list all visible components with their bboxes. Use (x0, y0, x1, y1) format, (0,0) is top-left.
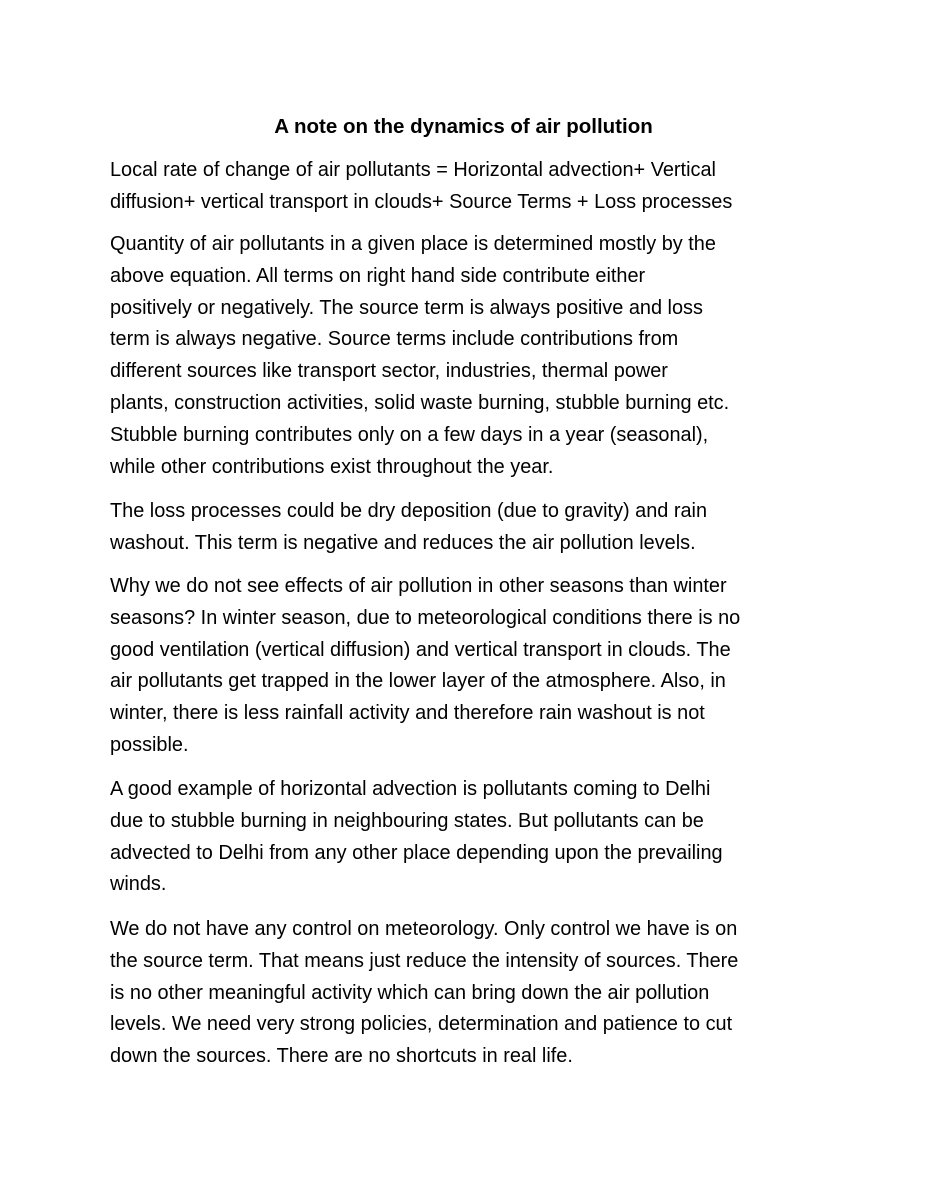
text-line: advected to Delhi from any other place depending upon the prevailing (110, 841, 723, 864)
text-line: seasons? In winter season, due to meteorological conditions there is no (110, 606, 741, 629)
paragraph-source-terms (110, 229, 817, 483)
text-line: Quantity of air pollutants in a given place is determined mostly by the (110, 233, 716, 255)
text-line: different sources like transport sector, industries, thermal power (110, 360, 668, 383)
text-line: while other contributions exist throughout the year. (110, 455, 554, 478)
text-line: above equation. All terms on right hand side contribute either (110, 264, 646, 287)
text-line: Local rate of change of air pollutants = Horizontal advection+ Vertical (110, 159, 716, 181)
text-line: A good example of horizontal advection is pollutants coming to Delhi (110, 778, 711, 800)
text-line: diffusion+ vertical transport in clouds+ Source Terms + Loss processes (110, 190, 733, 213)
paragraph-winter-effects (110, 571, 817, 762)
paragraph-horizontal-advection (110, 774, 817, 901)
text-line: positively or negatively. The source term is always positive and loss (110, 296, 703, 319)
text-line: The loss processes could be dry deposition (due to gravity) and rain (110, 500, 708, 522)
text-line: good ventilation (vertical diffusion) and vertical transport in clouds. The (110, 638, 731, 661)
text-line: is no other meaningful activity which can bring down the air pollution (110, 981, 710, 1004)
text-line: washout. This term is negative and reduces the air pollution levels. (110, 531, 696, 554)
text-line: term is always negative. Source terms include contributions from (110, 328, 679, 351)
text-line: levels. We need very strong policies, determination and patience to cut (110, 1013, 733, 1036)
paragraph-conclusion (110, 914, 817, 1073)
document-title: A note on the dynamics of air pollution (274, 115, 653, 138)
text-line: the source term. That means just reduce the intensity of sources. There (110, 949, 739, 972)
text-line: possible. (110, 733, 189, 756)
text-line: winter, there is less rainfall activity and therefore rain washout is not (110, 702, 705, 725)
text-line: air pollutants get trapped in the lower layer of the atmosphere. Also, in (110, 670, 726, 693)
text-line: winds. (110, 873, 167, 896)
text-line: down the sources. There are no shortcuts in real life. (110, 1045, 573, 1068)
paragraph-loss-processes (110, 496, 817, 560)
text-line: plants, construction activities, solid waste burning, stubble burning etc. (110, 391, 730, 414)
text-line: Why we do not see effects of air pollution in other seasons than winter (110, 575, 727, 597)
text-line: due to stubble burning in neighbouring states. But pollutants can be (110, 809, 704, 832)
text-line: Stubble burning contributes only on a few days in a year (seasonal), (110, 423, 709, 446)
text-line: We do not have any control on meteorology. Only control we have is on (110, 918, 738, 940)
paragraph-equation (110, 155, 817, 219)
